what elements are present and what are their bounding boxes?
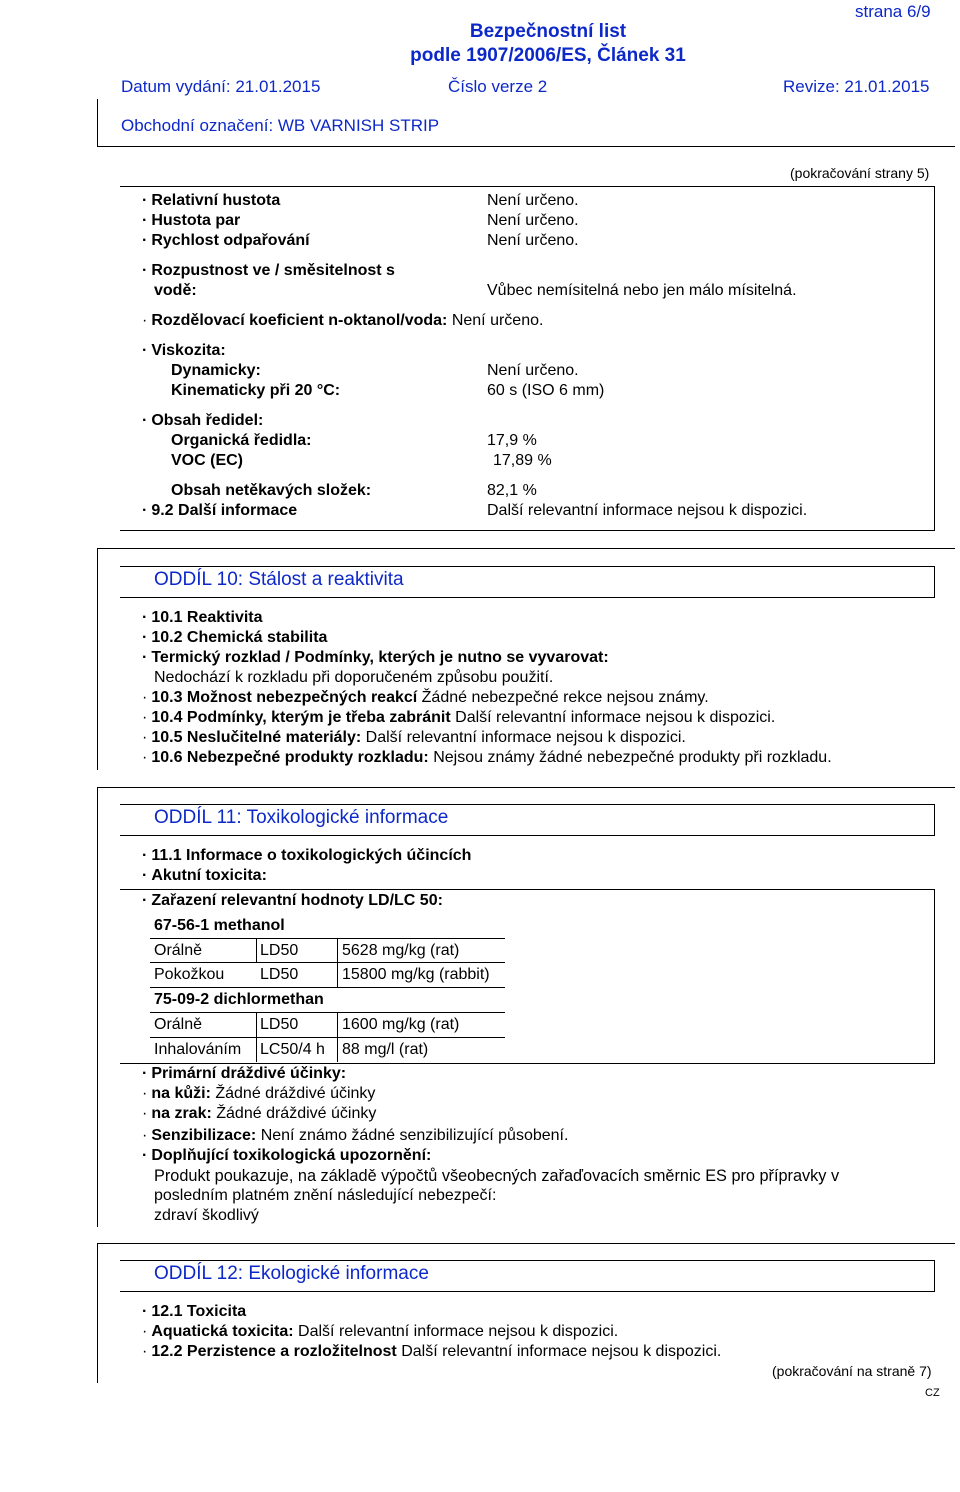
chemical-stability: · 10.2 Chemická stabilita — [142, 628, 327, 648]
hazardous-reactions-label: 10.3 Možnost nebezpečných reakcí — [151, 689, 418, 706]
eye-irritation — [142, 1104, 376, 1124]
aquatic-label: Aquatická toxicita: — [151, 1323, 294, 1340]
additional-toxicology-label: · Doplňující toxikologická upozornění: — [142, 1146, 431, 1166]
table-rule — [150, 1012, 505, 1013]
ld-classification-label: · Zařazení relevantní hodnoty LD/LC 50: — [142, 891, 443, 911]
hazardous-reactions-value: Žádné nebezpečné rekce nejsou známy. — [421, 689, 709, 706]
table-rule — [150, 962, 505, 963]
solvent-content-label: · Obsah ředidel: — [142, 411, 263, 431]
table-rule — [150, 938, 505, 939]
ld-route: Pokožkou — [154, 966, 225, 983]
persistence — [142, 1342, 721, 1362]
ld-type: LC50/4 h — [260, 1041, 325, 1058]
conditions-to-avoid — [142, 708, 775, 728]
aquatic-value: Další relevantní informace nejsou k dispozici. — [298, 1323, 619, 1340]
toxicity: · 12.1 Toxicita — [142, 1302, 246, 1322]
trade-name: Obchodní označení: WB VARNISH STRIP — [121, 116, 440, 135]
skin-irritation — [142, 1084, 375, 1104]
skin-value: Žádné dráždivé účinky — [215, 1085, 376, 1102]
other-info-label: · 9.2 Další informace — [142, 501, 297, 521]
voc-label: VOC (EC) — [171, 452, 243, 469]
ld-value: 5628 mg/kg (rat) — [342, 942, 460, 959]
organic-solvents-label: Organická ředidla: — [171, 432, 312, 449]
table-rule — [150, 987, 505, 988]
table-col-rule — [337, 938, 338, 987]
eye-label: na zrak: — [151, 1105, 212, 1122]
table-col-rule — [256, 938, 257, 962]
decomposition-value: Nejsou známy žádné nebezpečné produkty při rozkladu. — [433, 749, 832, 766]
document-title: Bezpečnostní list — [469, 21, 627, 42]
incompatible-value: Další relevantní informace nejsou k dispozici. — [365, 729, 686, 746]
table-rule — [150, 1037, 505, 1038]
continuation-to: (pokračování na straně 7) — [772, 1363, 932, 1379]
sensitization — [142, 1126, 568, 1146]
acute-toxicity: · Akutní toxicita: — [142, 866, 267, 886]
relative-density-value: Není určeno. — [487, 192, 579, 209]
viscosity-kinematic-value: 60 s (ISO 6 mm) — [487, 382, 605, 399]
thermal-decomposition-value: Nedochází k rozkladu při doporučeném způsobu použití. — [154, 669, 554, 686]
table-col-rule — [337, 1012, 338, 1062]
aquatic-toxicity — [142, 1322, 618, 1342]
skin-label: na kůži: — [151, 1085, 211, 1102]
continuation-from: (pokračování strany 5) — [790, 165, 930, 181]
section11-title: ODDÍL 11: Toxikologické informace — [154, 807, 449, 828]
additional-toxicology-text: zdraví škodlivý — [154, 1207, 259, 1224]
reactivity: · 10.1 Reaktivita — [142, 608, 263, 628]
relative-density-label: · Relativní hustota — [142, 191, 280, 211]
ld-route: Inhalováním — [154, 1041, 242, 1058]
page-number: strana 6/9 — [855, 2, 931, 21]
solubility-value: Vůbec nemísitelná nebo jen málo mísitelná. — [487, 282, 797, 299]
conditions-value: Další relevantní informace nejsou k dispozici. — [455, 709, 776, 726]
section10-title: ODDÍL 10: Stálost a reaktivita — [154, 569, 404, 590]
thermal-decomposition-label: · Termický rozklad / Podmínky, kterých je nutno se vyvarovat: — [142, 648, 609, 668]
primary-irritation: · Primární dráždivé účinky: — [142, 1064, 346, 1084]
organic-solvents-value: 17,9 % — [487, 432, 537, 449]
country-code: CZ — [925, 1387, 940, 1399]
eye-value: Žádné dráždivé účinky — [216, 1105, 377, 1122]
toxicological-effects: · 11.1 Informace o toxikologických účincích — [142, 846, 471, 866]
decomposition-label: 10.6 Nebezpečné produkty rozkladu: — [151, 749, 429, 766]
viscosity-kinematic-label: Kinematicky při 20 °C: — [171, 382, 341, 399]
sensitization-label: Senzibilizace: — [151, 1127, 257, 1144]
ld-route: Orálně — [154, 942, 203, 959]
viscosity-dynamic-value: Není určeno. — [487, 362, 579, 379]
solids-label: Obsah netěkavých složek: — [171, 482, 372, 499]
ld-route: Orálně — [154, 1016, 203, 1033]
table-col-rule — [256, 1012, 257, 1062]
other-info-value: Další relevantní informace nejsou k dispozici. — [487, 502, 808, 519]
decomposition-products — [142, 748, 832, 768]
ld-type: LD50 — [260, 966, 299, 983]
additional-toxicology-text: posledním platném znění následující nebezpečí: — [154, 1187, 497, 1204]
ld-type: LD50 — [260, 942, 299, 959]
evaporation-rate-value: Není určeno. — [487, 232, 579, 249]
revision-date: Revize: 21.01.2015 — [783, 77, 930, 96]
partition-label: Rozdělovací koeficient n-oktanol/voda: — [151, 312, 448, 329]
additional-toxicology-text: Produkt poukazuje, na základě výpočtů všeobecných zařaďovacích směrnic ES pro přípravky v — [154, 1167, 840, 1185]
document-subtitle: podle 1907/2006/ES, Článek 31 — [410, 45, 686, 66]
persistence-label: 12.2 Perzistence a rozložitelnost — [151, 1343, 397, 1360]
incompatible-label: 10.5 Neslučitelné materiály: — [151, 729, 362, 746]
vapour-density-value: Není určeno. — [487, 212, 579, 229]
viscosity-label: · Viskozita: — [142, 341, 226, 361]
incompatible-materials — [142, 728, 686, 748]
ld-value: 1600 mg/kg (rat) — [342, 1016, 460, 1033]
partition-value: Není určeno. — [451, 312, 544, 329]
ld-value: 15800 mg/kg (rabbit) — [342, 966, 490, 983]
persistence-value: Další relevantní informace nejsou k dispozici. — [401, 1343, 722, 1360]
viscosity-dynamic-label: Dynamicky: — [171, 362, 261, 379]
voc-value: 17,89 % — [493, 452, 552, 469]
version-number: Číslo verze 2 — [448, 77, 548, 96]
ld-value: 88 mg/l (rat) — [342, 1041, 429, 1058]
conditions-label: 10.4 Podmínky, kterým je třeba zabránit — [151, 709, 451, 726]
substance-name: 75-09-2 dichlormethan — [154, 991, 324, 1008]
evaporation-rate-label: · Rychlost odpařování — [142, 231, 310, 251]
partition-coefficient — [142, 311, 543, 331]
ld-type: LD50 — [260, 1016, 299, 1033]
solubility-label: · Rozpustnost ve / směsitelnost s — [142, 261, 395, 281]
substance-name: 67-56-1 methanol — [154, 917, 285, 934]
section12-title: ODDÍL 12: Ekologické informace — [154, 1263, 429, 1284]
issue-date: Datum vydání: 21.01.2015 — [121, 77, 321, 96]
solids-value: 82,1 % — [487, 482, 537, 499]
sensitization-value: Není známo žádné senzibilizující působení. — [260, 1127, 569, 1144]
vapour-density-label: · Hustota par — [142, 211, 240, 231]
solubility-label-water: vodě: — [154, 282, 197, 299]
hazardous-reactions — [142, 688, 709, 708]
